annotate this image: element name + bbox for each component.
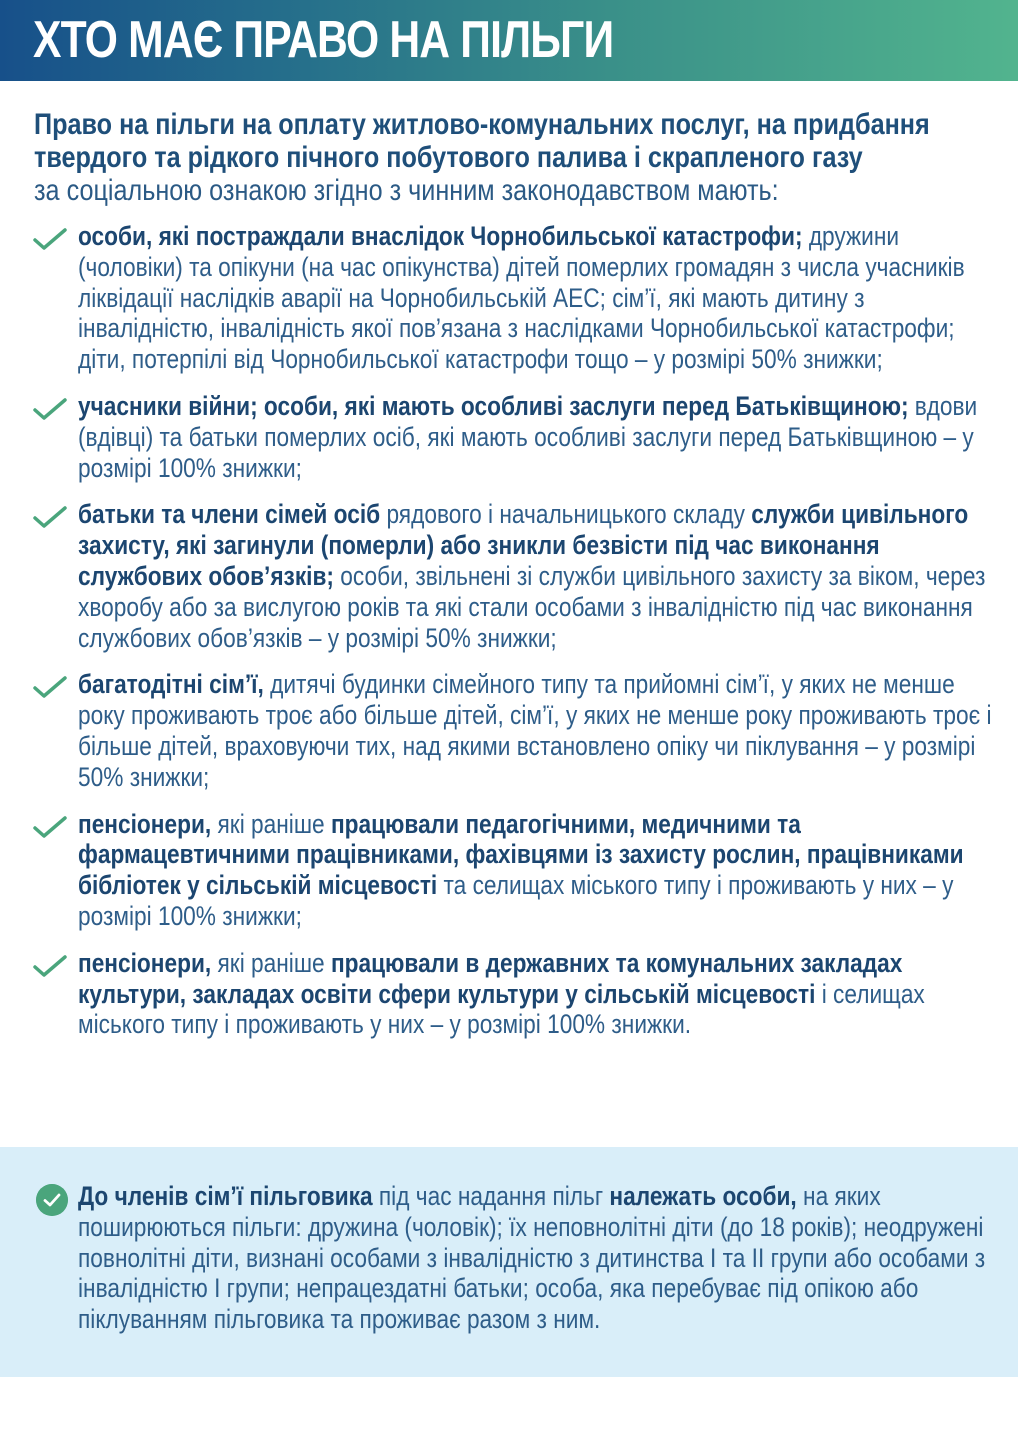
text-regular: і селищах міського типу і проживають у них – у розмірі 100% знижки. — [78, 978, 925, 1040]
list-item — [30, 809, 1000, 932]
header-banner — [0, 0, 1018, 81]
text-regular: на яких поширюються пільги: дружина (чоловік); їх неповнолітні діти (до 18 років); неодружені повнолітні діти, визнані особами з інвалідністю з дитинства I та II групи або особами з інвалідністю I групи; непрацездатні батьки; особа, яка перебуває під опікою або піклуванням пільговика та проживає разом з ним. — [78, 1181, 986, 1335]
eligibility-list — [30, 221, 1000, 1056]
text-bold: пенсіонери, — [78, 808, 212, 839]
text-regular: вдови (вдівці) та батьки померлих осіб, які мають особливі заслуги перед Батьківщиною – у розмірі 100% знижки; — [78, 390, 978, 483]
check-icon — [33, 227, 67, 251]
intro — [34, 108, 994, 207]
check-icon — [33, 954, 67, 978]
text-bold: батьки та члени сімей осіб — [78, 499, 381, 530]
text-bold: служби цивільного захисту, які загинули (померли) або зникли безвісти під час виконання службових обов’язків; — [78, 499, 969, 591]
list-item-text — [78, 809, 1002, 932]
check-icon — [33, 675, 67, 699]
text-bold: належать особи, — [609, 1181, 797, 1211]
text-bold: пенсіонери, — [78, 947, 212, 978]
list-item-text — [78, 221, 1002, 375]
check-icon — [33, 815, 67, 839]
text-regular: під час надання пільг — [372, 1181, 610, 1211]
list-item — [30, 391, 1000, 483]
list-item — [30, 499, 1000, 653]
list-item — [30, 221, 1000, 375]
text-bold: працювали педагогічними, медичними та фармацевтичними працівниками, фахівцями із захисту рослин, працівниками бібліотек у сільській місцевості — [78, 808, 964, 901]
text-bold: учасники війни; особи, які мають особливі заслуги перед Батьківщиною; — [78, 390, 909, 421]
check-circle-icon — [36, 1184, 68, 1216]
list-item — [30, 948, 1000, 1040]
note-text — [78, 1181, 1002, 1335]
list-item-text — [78, 948, 1002, 1040]
intro-bold-line-2: твердого та рідкого пічного побутового палива і скрапленого газу — [34, 141, 863, 174]
text-bold: багатодітні сім’ї, — [78, 669, 264, 700]
text-regular: особи, звільнені зі служби цивільного захисту за віком, через хворобу або за вислугою років та які стали особами з інвалідністю під час виконання службових обов’язків – у розмірі 50% знижки; — [78, 560, 986, 653]
family-members-note — [36, 1181, 1018, 1335]
check-icon — [33, 397, 67, 421]
text-bold: працювали в державних та комунальних закладах культури, закладах освіти сфери культури у сільській місцевості — [78, 947, 903, 1009]
text-bold: особи, які постраждали внаслідок Чорнобильської катастрофи; — [78, 221, 803, 251]
list-item-text — [78, 499, 1002, 653]
intro-regular-line: за соціальною ознакою згідно з чинним законодавством мають: — [34, 174, 779, 207]
text-regular: які раніше — [211, 808, 331, 839]
intro-bold-line-1: Право на пільги на оплату житлово-комунальних послуг, на придбання — [34, 108, 930, 141]
page-title: ХТО МАЄ ПРАВО НА ПІЛЬГИ — [33, 11, 614, 69]
text-regular: дружини (чоловіки) та опікуни (на час опікунства) дітей померлих громадян з числа учасників ліквідації наслідків аварії на Чорнобильській АЕС; сім’ї, які мають дитину з інвалідністю, інвалідність якої пов’язана з наслідками Чорнобильської катастрофи; діти, потерпілі від Чорнобильської катастрофи тощо – у розмірі 50% знижки; — [78, 221, 965, 375]
text-regular: дитячі будинки сімейного типу та прийомні сім’ї, у яких не менше року проживають троє або більше дітей, сім’ї, у яких не менше року проживають троє і більше дітей, враховуючи тих, над якими встановлено опіку чи піклування – у розмірі 50% знижки; — [78, 669, 992, 792]
list-item-text — [78, 391, 1002, 483]
check-icon — [33, 505, 67, 529]
text-regular: які раніше — [211, 947, 331, 978]
text-bold: До членів сім’ї пільговика — [78, 1181, 373, 1211]
list-item — [30, 669, 1000, 792]
text-regular: рядового і начальницького складу — [380, 499, 752, 530]
text-regular: та селищах міського типу і проживають у них – у розмірі 100% знижки; — [78, 870, 954, 931]
list-item-text — [78, 669, 1002, 792]
